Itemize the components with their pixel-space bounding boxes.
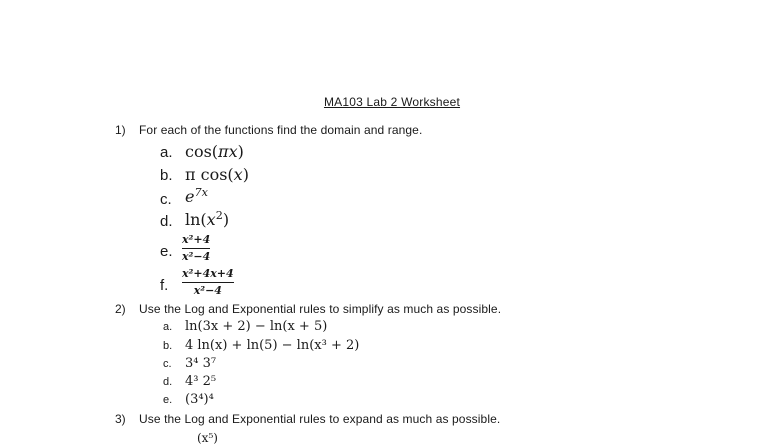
q2-item-a-letter: a.	[163, 321, 173, 333]
q2-item-d-letter: d.	[163, 376, 173, 388]
question-3-text: Use the Log and Exponential rules to expand as much as possible.	[139, 412, 501, 426]
q1-item-f-letter: f.	[160, 277, 169, 294]
question-1-number: 1)	[115, 123, 126, 137]
q2-item-a-expression: ln(3x + 2) − ln(x + 5)	[185, 319, 328, 334]
q1-item-a-letter: a.	[160, 144, 173, 161]
q1-item-e-fraction	[182, 233, 210, 264]
q1-item-d-expression: $\ln(x^2)$	[185, 208, 230, 229]
q1-item-f-denominator: x²−4	[193, 284, 222, 297]
q2-item-c-letter: c.	[163, 358, 172, 370]
q1-item-b-expression: π cos(x)	[185, 165, 249, 184]
q1-item-f-numerator: x²+4x+4	[182, 267, 234, 280]
q2-item-c-expression: 3⁴ 3⁷	[185, 356, 217, 371]
q1-item-c-letter: c.	[160, 191, 172, 208]
q3-item-a-partial: (x⁵)	[197, 431, 218, 445]
q2-item-e-expression: (3⁴)⁴	[185, 392, 214, 407]
question-2-number: 2)	[115, 302, 126, 316]
worksheet-title: MA103 Lab 2 Worksheet	[323, 95, 461, 109]
q1-item-b-letter: b.	[160, 167, 173, 184]
fraction-bar	[182, 282, 234, 283]
question-3-number: 3)	[115, 412, 126, 426]
q2-item-b-letter: b.	[163, 340, 173, 352]
q2-item-e-letter: e.	[163, 394, 173, 406]
question-1-text: For each of the functions find the domain and range.	[139, 123, 423, 137]
q1-item-c-expression: $e^{7x}$	[185, 185, 208, 206]
q1-item-e-letter: e.	[160, 243, 173, 260]
q1-item-e-numerator: x²+4	[182, 233, 211, 246]
q1-item-e-denominator: x²−4	[182, 250, 211, 263]
q1-item-f-fraction	[182, 267, 234, 298]
question-2-text: Use the Log and Exponential rules to simplify as much as possible.	[139, 302, 502, 316]
q1-item-d-letter: d.	[160, 213, 173, 230]
q2-item-b-expression: 4 ln(x) + ln(5) − ln(x³ + 2)	[185, 338, 360, 353]
q2-item-d-expression: 4³ 2⁵	[185, 374, 217, 389]
q1-item-a-expression: cos(πx)	[185, 142, 244, 161]
fraction-bar	[182, 248, 210, 249]
